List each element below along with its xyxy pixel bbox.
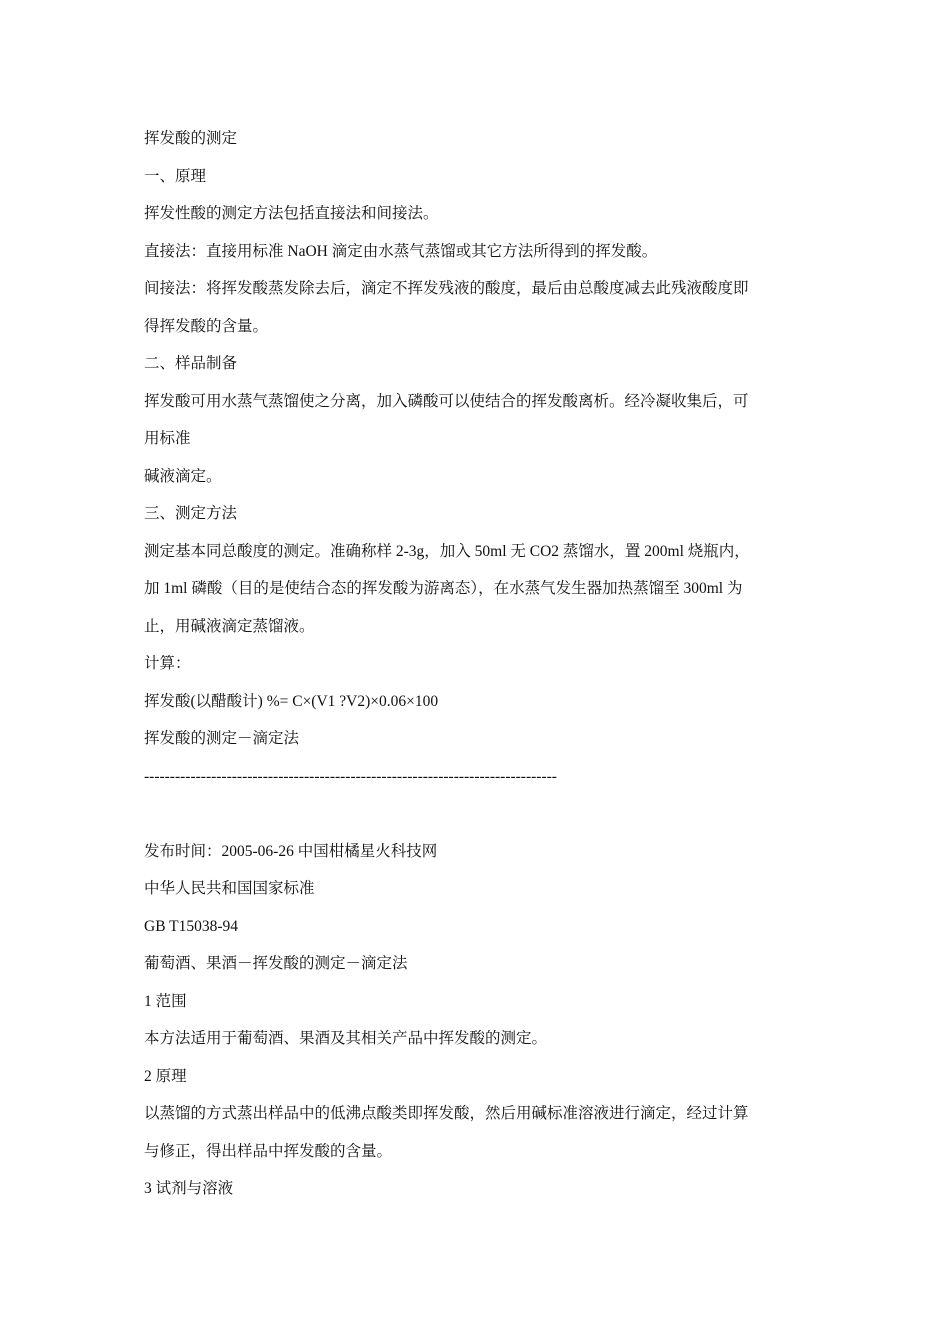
calculation-formula: 挥发酸(以醋酸计) %= C×(V1 ?V2)×0.06×100 (144, 692, 439, 710)
paragraph-line: 以蒸馏的方式蒸出样品中的低沸点酸类即挥发酸，然后用碱标准溶液进行滴定，经过计算 (144, 1105, 749, 1122)
section-heading-sample-prep: 二、样品制备 (144, 355, 238, 372)
standard-authority: 中华人民共和国国家标准 (144, 880, 315, 897)
calculation-label: 计算： (144, 655, 191, 672)
section-heading-method: 三、测定方法 (144, 505, 238, 522)
standard-title: 葡萄酒、果酒－挥发酸的测定－滴定法 (144, 955, 408, 972)
paragraph-line: 间接法：将挥发酸蒸发除去后，滴定不挥发残液的酸度，最后由总酸度减去此残液酸度即 (144, 280, 749, 297)
standard-code: GB T15038-94 (144, 917, 239, 935)
document-title: 挥发酸的测定 (144, 130, 238, 147)
blank-line (144, 795, 814, 833)
paragraph-line: 止，用碱液滴定蒸馏液。 (144, 617, 315, 635)
section-heading-reagents: 3 试剂与溶液 (144, 1180, 234, 1197)
section-heading-principle: 一、原理 (144, 167, 207, 185)
document-body (144, 120, 814, 1208)
subsection-title: 挥发酸的测定－滴定法 (144, 730, 300, 747)
paragraph-line: 碱液滴定。 (144, 467, 222, 485)
paragraph-line: 用标准 (144, 430, 191, 447)
paragraph-line: 挥发酸可用水蒸气蒸馏使之分离，加入磷酸可以使结合的挥发酸离析。经冷凝收集后，可 (144, 392, 749, 410)
paragraph-line: 加 1ml 磷酸（目的是使结合态的挥发酸为游离态），在水蒸气发生器加热蒸馏至 300ml 为 (144, 580, 743, 597)
paragraph-line: 挥发性酸的测定方法包括直接法和间接法。 (144, 205, 439, 222)
publish-info: 发布时间：2005-06-26 中国柑橘星火科技网 (144, 842, 438, 860)
section-heading-principle-2: 2 原理 (144, 1067, 187, 1085)
dashed-divider: -------------------------------------------------------------------------------- (144, 767, 557, 785)
paragraph-line: 本方法适用于葡萄酒、果酒及其相关产品中挥发酸的测定。 (144, 1030, 548, 1047)
paragraph-line: 得挥发酸的含量。 (144, 317, 269, 335)
paragraph-line: 测定基本同总酸度的测定。准确称样 2-3g，加入 50ml 无 CO2 蒸馏水，置 200ml 烧瓶内， (144, 542, 750, 560)
paragraph-line: 直接法：直接用标准 NaOH 滴定由水蒸气蒸馏或其它方法所得到的挥发酸。 (144, 242, 658, 260)
section-heading-scope: 1 范围 (144, 992, 187, 1010)
paragraph-line: 与修正，得出样品中挥发酸的含量。 (144, 1142, 393, 1160)
